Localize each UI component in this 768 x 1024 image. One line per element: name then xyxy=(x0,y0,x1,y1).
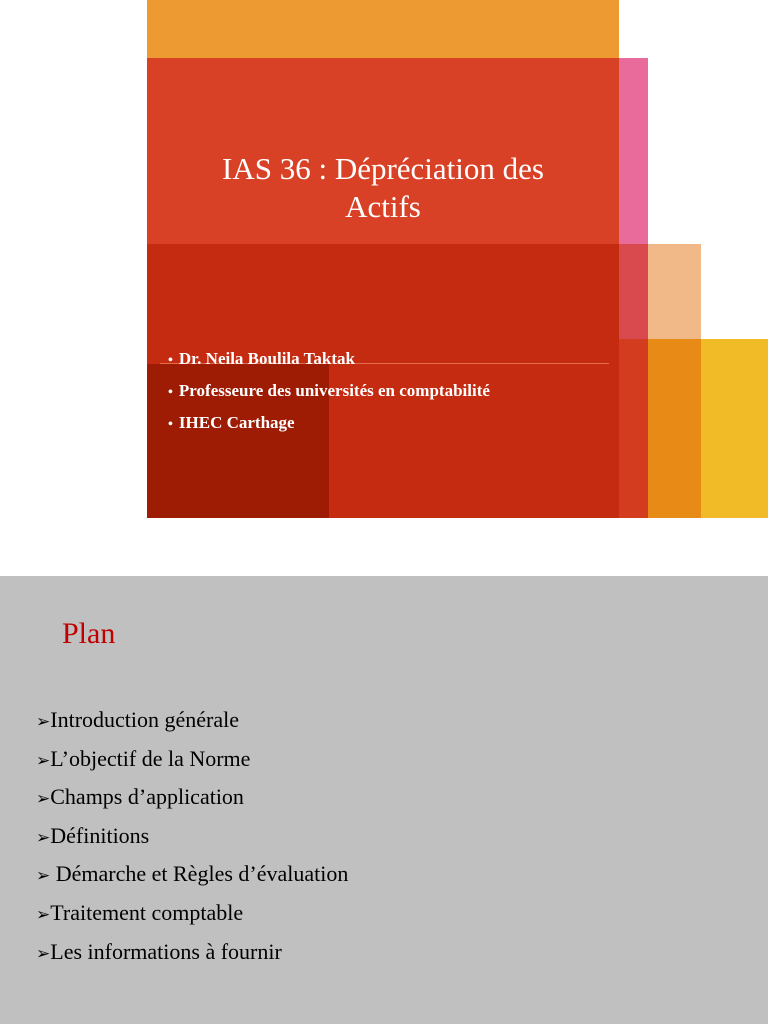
plan-item xyxy=(36,779,348,818)
plan-slide xyxy=(0,576,768,1024)
orange-right-block xyxy=(648,339,701,518)
plan-item-label: Définitions xyxy=(50,822,150,848)
pink-block xyxy=(619,58,648,244)
bullet-icon: • xyxy=(168,417,173,432)
plan-item xyxy=(36,741,348,780)
plan-title: Plan xyxy=(62,617,116,650)
bullet-icon: • xyxy=(168,353,173,368)
bullet-icon: • xyxy=(168,385,173,400)
slide-title xyxy=(147,150,619,226)
plan-item xyxy=(36,895,348,934)
plan-item-label: Introduction générale xyxy=(50,707,240,732)
subtitle-institution: IHEC Carthage xyxy=(178,413,295,432)
rose-block xyxy=(619,244,648,339)
plan-item-label: L’objectif de la Norme xyxy=(50,745,251,771)
peach-block xyxy=(648,244,701,339)
plan-list xyxy=(36,702,348,972)
plan-item xyxy=(36,702,348,741)
subtitle-item xyxy=(168,408,490,440)
subtitle-list xyxy=(168,344,490,440)
plan-item-label: Traitement comptable xyxy=(50,899,244,925)
plan-item-label: Démarche et Règles d’évaluation xyxy=(50,861,349,887)
plan-item-label: Les informations à fournir xyxy=(50,938,282,964)
red-right-block xyxy=(619,339,648,518)
arrow-bullet-icon: ➢ xyxy=(36,750,51,771)
arrow-bullet-icon: ➢ xyxy=(36,827,51,848)
subtitle-author: Dr. Neila Boulila Taktak xyxy=(178,349,355,368)
plan-item xyxy=(36,818,348,857)
arrow-bullet-icon: ➢ xyxy=(36,866,51,887)
arrow-bullet-icon: ➢ xyxy=(36,712,51,732)
plan-item xyxy=(36,856,348,895)
arrow-bullet-icon: ➢ xyxy=(36,943,51,964)
yellow-block xyxy=(701,339,768,518)
arrow-bullet-icon: ➢ xyxy=(36,789,51,810)
subtitle-item xyxy=(168,344,490,376)
plan-item-label: Champs d’application xyxy=(50,784,244,810)
arrow-bullet-icon: ➢ xyxy=(36,904,51,925)
slide-title-line2: Actifs xyxy=(345,189,421,224)
slide-title-line1: IAS 36 : Dépréciation des xyxy=(222,151,544,186)
plan-item xyxy=(36,934,348,973)
subtitle-item xyxy=(168,376,490,408)
orange-top-block xyxy=(147,0,619,58)
subtitle-role: Professeure des universités en comptabilité xyxy=(178,381,490,400)
